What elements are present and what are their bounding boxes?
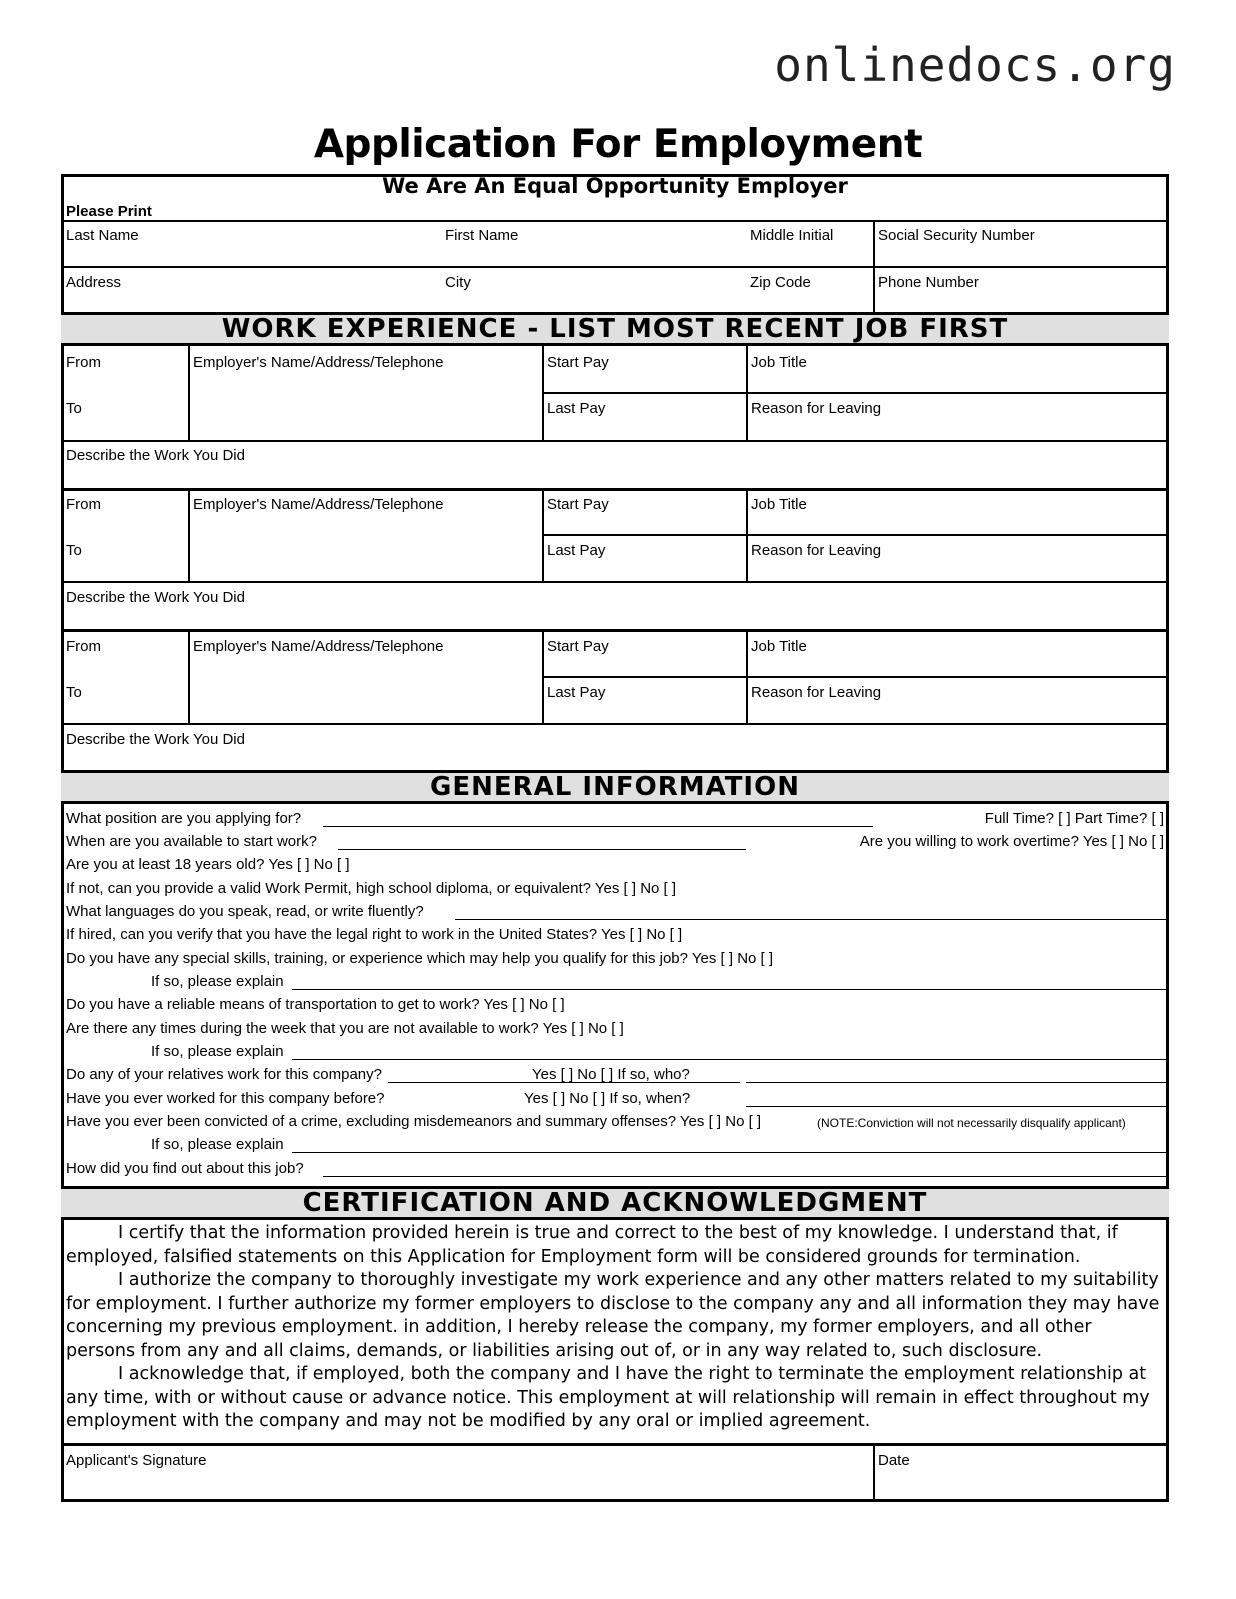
divider — [61, 581, 1169, 583]
city-field[interactable]: City — [445, 274, 471, 291]
address-field[interactable]: Address — [66, 274, 122, 291]
full-part-time-options[interactable]: Full Time? [ ] Part Time? [ ] — [984, 810, 1164, 827]
last-pay-field[interactable]: Last Pay — [547, 400, 606, 417]
certification-heading: CERTIFICATION AND ACKNOWLEDGMENT — [61, 1186, 1169, 1220]
zip-field[interactable]: Zip Code — [750, 274, 811, 291]
age-question[interactable]: Are you at least 18 years old? Yes [ ] No [ ] — [66, 856, 350, 873]
divider — [188, 631, 190, 724]
divider — [542, 676, 1169, 678]
languages-question: What languages do you speak, read, or write fluently? — [66, 903, 424, 920]
certification-text — [66, 1222, 1161, 1434]
conviction-note: (NOTE:Conviction will not necessarily disqualify applicant) — [817, 1116, 1126, 1130]
divider — [188, 489, 190, 582]
employer-field[interactable]: Employer's Name/Address/Telephone — [193, 638, 444, 655]
acknowledgment-paragraph: I acknowledge that, if employed, both the company and I have the right to terminate the employment relationship at any time, with or without cause or advance notice. This employment at will relationship will remain in effect throughout my employment with the company and may not be modified by any oral or implied agreement. — [66, 1364, 1150, 1431]
page-title: Application For Employment — [313, 122, 923, 167]
relatives-options[interactable]: Yes [ ] No [ ] If so, who? — [532, 1066, 690, 1083]
conviction-question[interactable]: Have you ever been convicted of a crime, excluding misdemeanors and summary offenses? Yes [ ] No [ ] — [66, 1113, 762, 1130]
availability-question[interactable]: Are there any times during the week that you are not available to work? Yes [ ] No [ ] — [66, 1020, 624, 1037]
phone-field[interactable]: Phone Number — [878, 274, 979, 291]
from-field[interactable]: From — [66, 354, 101, 371]
employer-field[interactable]: Employer's Name/Address/Telephone — [193, 496, 444, 513]
explain-label: If so, please explain — [151, 1043, 284, 1060]
explain-label: If so, please explain — [151, 973, 284, 990]
last-pay-field[interactable]: Last Pay — [547, 684, 606, 701]
divider — [873, 220, 875, 314]
describe-field[interactable]: Describe the Work You Did — [66, 731, 245, 748]
worked-before-question: Have you ever worked for this company before? — [66, 1090, 385, 1107]
explain-label: If so, please explain — [151, 1136, 284, 1153]
job-title-field[interactable]: Job Title — [751, 354, 807, 371]
certification-paragraph: I certify that the information provided herein is true and correct to the best of my knowledge. I understand that, if employed, falsified statements on this Application for Employment form will be considered grounds for termination. — [66, 1223, 1118, 1267]
special-skills-question[interactable]: Do you have any special skills, training, or experience which may help you qualify for this job? Yes [ ] No [ ] — [66, 950, 774, 967]
languages-input-line[interactable] — [455, 919, 1169, 920]
start-date-input-line[interactable] — [338, 849, 746, 850]
overtime-question[interactable]: Are you willing to work overtime? Yes [ ] No [ ] — [859, 833, 1164, 850]
subtitle: We Are An Equal Opportunity Employer — [382, 174, 848, 198]
from-field[interactable]: From — [66, 638, 101, 655]
reason-field[interactable]: Reason for Leaving — [751, 542, 882, 559]
explain-input-line[interactable] — [292, 1059, 1169, 1060]
ssn-field[interactable]: Social Security Number — [878, 227, 1035, 244]
divider — [61, 629, 1169, 632]
worked-when-input-line[interactable] — [746, 1106, 1169, 1107]
legal-right-question[interactable]: If hired, can you verify that you have the legal right to work in the United States? Yes [ ] No [ ] — [66, 926, 683, 943]
watermark: onlinedocs.org — [774, 38, 1176, 92]
start-date-question: When are you available to start work? — [66, 833, 317, 850]
describe-field[interactable]: Describe the Work You Did — [66, 589, 245, 606]
work-permit-question[interactable]: If not, can you provide a valid Work Permit, high school diploma, or equivalent? Yes [ ] No [ ] — [66, 880, 677, 897]
to-field[interactable]: To — [66, 684, 82, 701]
divider — [61, 440, 1169, 442]
relatives-question: Do any of your relatives work for this company? — [66, 1066, 382, 1083]
relatives-who-input-line[interactable] — [746, 1082, 1169, 1083]
divider — [61, 220, 1169, 222]
divider — [61, 1443, 1169, 1446]
describe-field[interactable]: Describe the Work You Did — [66, 447, 245, 464]
divider — [542, 392, 1169, 394]
divider — [61, 723, 1169, 725]
first-name-field[interactable]: First Name — [445, 227, 519, 244]
explain-input-line[interactable] — [292, 1152, 1169, 1153]
signature-field[interactable]: Applicant's Signature — [66, 1452, 207, 1469]
worked-before-options[interactable]: Yes [ ] No [ ] If so, when? — [524, 1090, 691, 1107]
last-name-field[interactable]: Last Name — [66, 227, 139, 244]
start-pay-field[interactable]: Start Pay — [547, 354, 609, 371]
start-pay-field[interactable]: Start Pay — [547, 496, 609, 513]
last-pay-field[interactable]: Last Pay — [547, 542, 606, 559]
please-print-label: Please Print — [66, 203, 152, 220]
to-field[interactable]: To — [66, 400, 82, 417]
from-field[interactable]: From — [66, 496, 101, 513]
reason-field[interactable]: Reason for Leaving — [751, 400, 882, 417]
divider — [873, 1443, 875, 1500]
reason-field[interactable]: Reason for Leaving — [751, 684, 882, 701]
explain-input-line[interactable] — [292, 989, 1169, 990]
position-input-line[interactable] — [323, 826, 873, 827]
divider — [542, 534, 1169, 536]
job-title-field[interactable]: Job Title — [751, 496, 807, 513]
work-experience-heading: WORK EXPERIENCE - LIST MOST RECENT JOB FIRST — [61, 312, 1169, 346]
general-information-heading: GENERAL INFORMATION — [61, 770, 1169, 804]
find-out-question: How did you find out about this job? — [66, 1160, 304, 1177]
employer-field[interactable]: Employer's Name/Address/Telephone — [193, 354, 444, 371]
job-title-field[interactable]: Job Title — [751, 638, 807, 655]
divider — [61, 488, 1169, 491]
position-question: What position are you applying for? — [66, 810, 302, 827]
date-field[interactable]: Date — [878, 1452, 910, 1469]
to-field[interactable]: To — [66, 542, 82, 559]
transportation-question[interactable]: Do you have a reliable means of transportation to get to work? Yes [ ] No [ ] — [66, 996, 565, 1013]
find-out-input-line[interactable] — [323, 1176, 1169, 1177]
divider — [188, 346, 190, 440]
divider — [61, 266, 1169, 268]
middle-initial-field[interactable]: Middle Initial — [750, 227, 834, 244]
start-pay-field[interactable]: Start Pay — [547, 638, 609, 655]
authorization-paragraph: I authorize the company to thoroughly investigate my work experience and any other matters related to my suitability for employment. I further authorize my former employers to disclose to the company any and all information they may have concerning my previous employment. in addition, I hereby release the company, my former employers, and all other persons from any and all claims, demands, or liabilities arising out of, or in any way related to, such disclosure. — [66, 1270, 1160, 1361]
